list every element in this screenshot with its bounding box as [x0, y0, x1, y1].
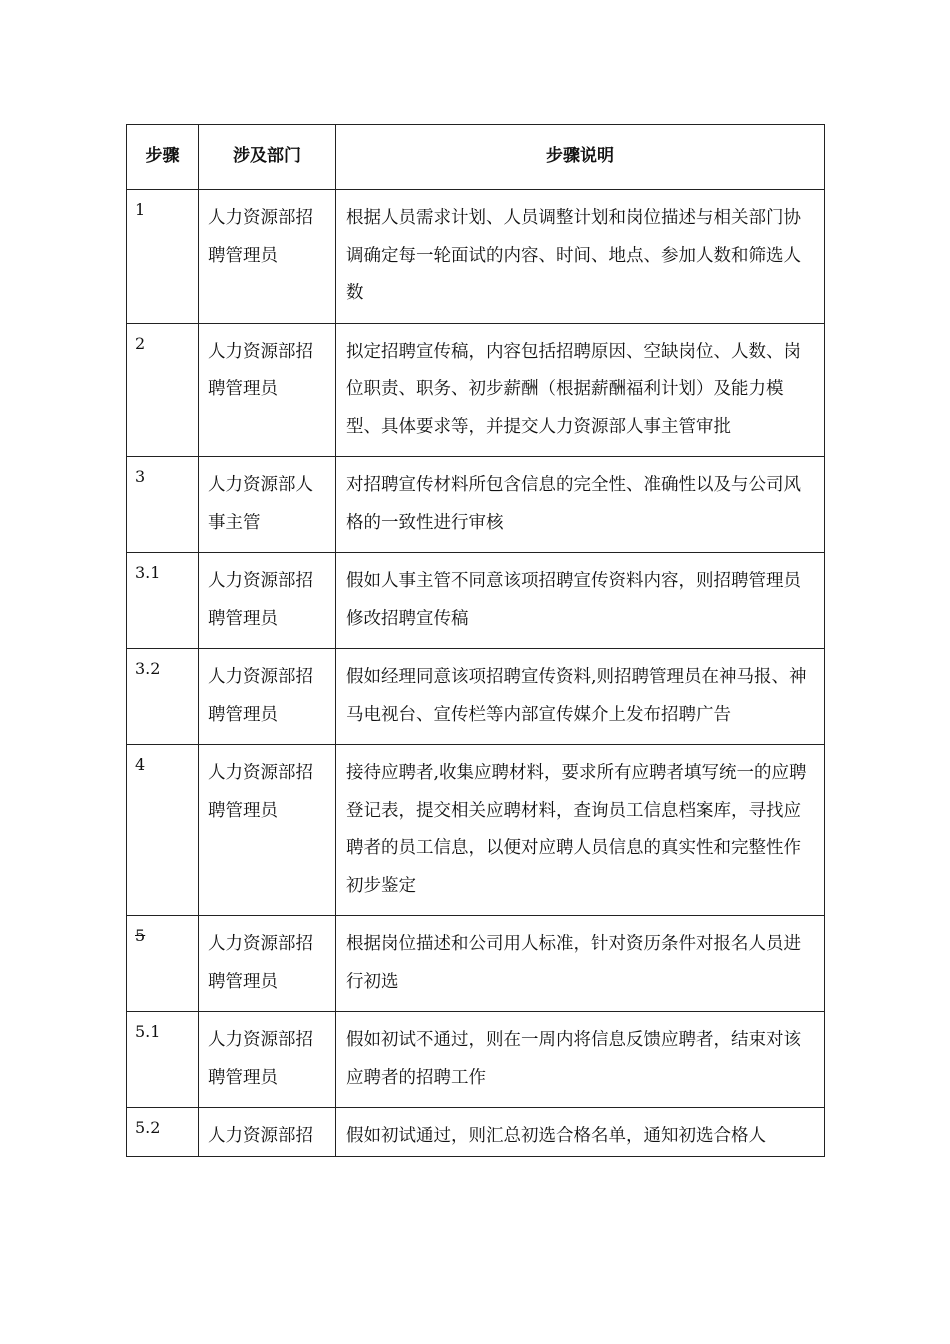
department-cell	[199, 323, 336, 457]
description-cell	[336, 1108, 825, 1157]
department-text: 人力资源部招聘管理员	[208, 208, 313, 266]
step-cell	[127, 457, 199, 553]
description-text: 根据岗位描述和公司用人标准，针对资历条件对报名人员进行初选	[346, 934, 801, 992]
description-cell	[336, 745, 825, 916]
department-cell	[199, 1108, 336, 1157]
table-row	[127, 1012, 825, 1108]
table-row	[127, 745, 825, 916]
department-text: 人力资源部招聘管理员	[208, 1030, 313, 1088]
department-cell	[199, 745, 336, 916]
step-cell	[127, 916, 199, 1012]
department-text: 人力资源部招聘管理员	[208, 571, 313, 629]
department-cell	[199, 1012, 336, 1108]
description-cell	[336, 323, 825, 457]
step-number: 1	[135, 200, 146, 219]
department-text: 人力资源部招聘管理员	[208, 341, 313, 399]
header-step: 步骤	[127, 125, 199, 190]
step-number: 3.1	[135, 563, 161, 582]
description-cell	[336, 190, 825, 324]
step-number: 3	[135, 467, 146, 486]
description-cell	[336, 1012, 825, 1108]
description-text: 对招聘宣传材料所包含信息的完全性、准确性以及与公司风格的一致性进行审核	[346, 475, 801, 533]
description-text: 拟定招聘宣传稿，内容包括招聘原因、空缺岗位、人数、岗位职责、职务、初步薪酬（根据薪酬福利计划）及能力模型、具体要求等，并提交人力资源部人事主管审批	[346, 341, 801, 437]
description-cell	[336, 649, 825, 745]
step-number: 4	[135, 755, 146, 774]
step-number: 5.1	[135, 1022, 161, 1041]
description-cell	[336, 457, 825, 553]
description-text: 假如人事主管不同意该项招聘宣传资料内容，则招聘管理员修改招聘宣传稿	[346, 571, 801, 629]
step-number: 3.2	[135, 659, 161, 678]
step-cell	[127, 649, 199, 745]
department-text: 人力资源部招聘管理员	[208, 934, 313, 992]
step-cell	[127, 553, 199, 649]
description-text: 接待应聘者,收集应聘材料，要求所有应聘者填写统一的应聘登记表，提交相关应聘材料，查询员工信息档案库，寻找应聘者的员工信息，以便对应聘人员信息的真实性和完整性作初步鉴定	[346, 763, 807, 896]
step-cell	[127, 323, 199, 457]
header-description: 步骤说明	[336, 125, 825, 190]
step-number: 5.2	[135, 1118, 161, 1137]
step-number: 5	[135, 926, 146, 945]
department-cell	[199, 916, 336, 1012]
department-text: 人力资源部招聘管理员	[208, 667, 313, 725]
procedure-table	[126, 124, 825, 1157]
step-cell	[127, 190, 199, 324]
step-cell	[127, 745, 199, 916]
description-cell	[336, 916, 825, 1012]
table-row	[127, 1108, 825, 1157]
description-text: 假如经理同意该项招聘宣传资料,则招聘管理员在神马报、神马电视台、宣传栏等内部宣传媒介上发布招聘广告	[346, 667, 807, 725]
department-cell	[199, 190, 336, 324]
step-cell	[127, 1012, 199, 1108]
department-cell	[199, 457, 336, 553]
table-row	[127, 916, 825, 1012]
table-header-row	[127, 125, 825, 190]
header-department: 涉及部门	[199, 125, 336, 190]
table-row	[127, 323, 825, 457]
department-cell	[199, 649, 336, 745]
department-text: 人力资源部人事主管	[208, 475, 313, 533]
table-row	[127, 190, 825, 324]
description-text: 假如初试不通过，则在一周内将信息反馈应聘者，结束对该应聘者的招聘工作	[346, 1030, 801, 1088]
department-text: 人力资源部招	[208, 1126, 313, 1146]
description-cell	[336, 553, 825, 649]
description-text: 假如初试通过，则汇总初选合格名单，通知初选合格人	[346, 1126, 766, 1146]
step-cell	[127, 1108, 199, 1157]
table-row	[127, 553, 825, 649]
department-text: 人力资源部招聘管理员	[208, 763, 313, 821]
department-cell	[199, 553, 336, 649]
table-row	[127, 457, 825, 553]
description-text: 根据人员需求计划、人员调整计划和岗位描述与相关部门协调确定每一轮面试的内容、时间、地点、参加人数和筛选人数	[346, 208, 801, 303]
table-row	[127, 649, 825, 745]
step-number: 2	[135, 333, 146, 353]
